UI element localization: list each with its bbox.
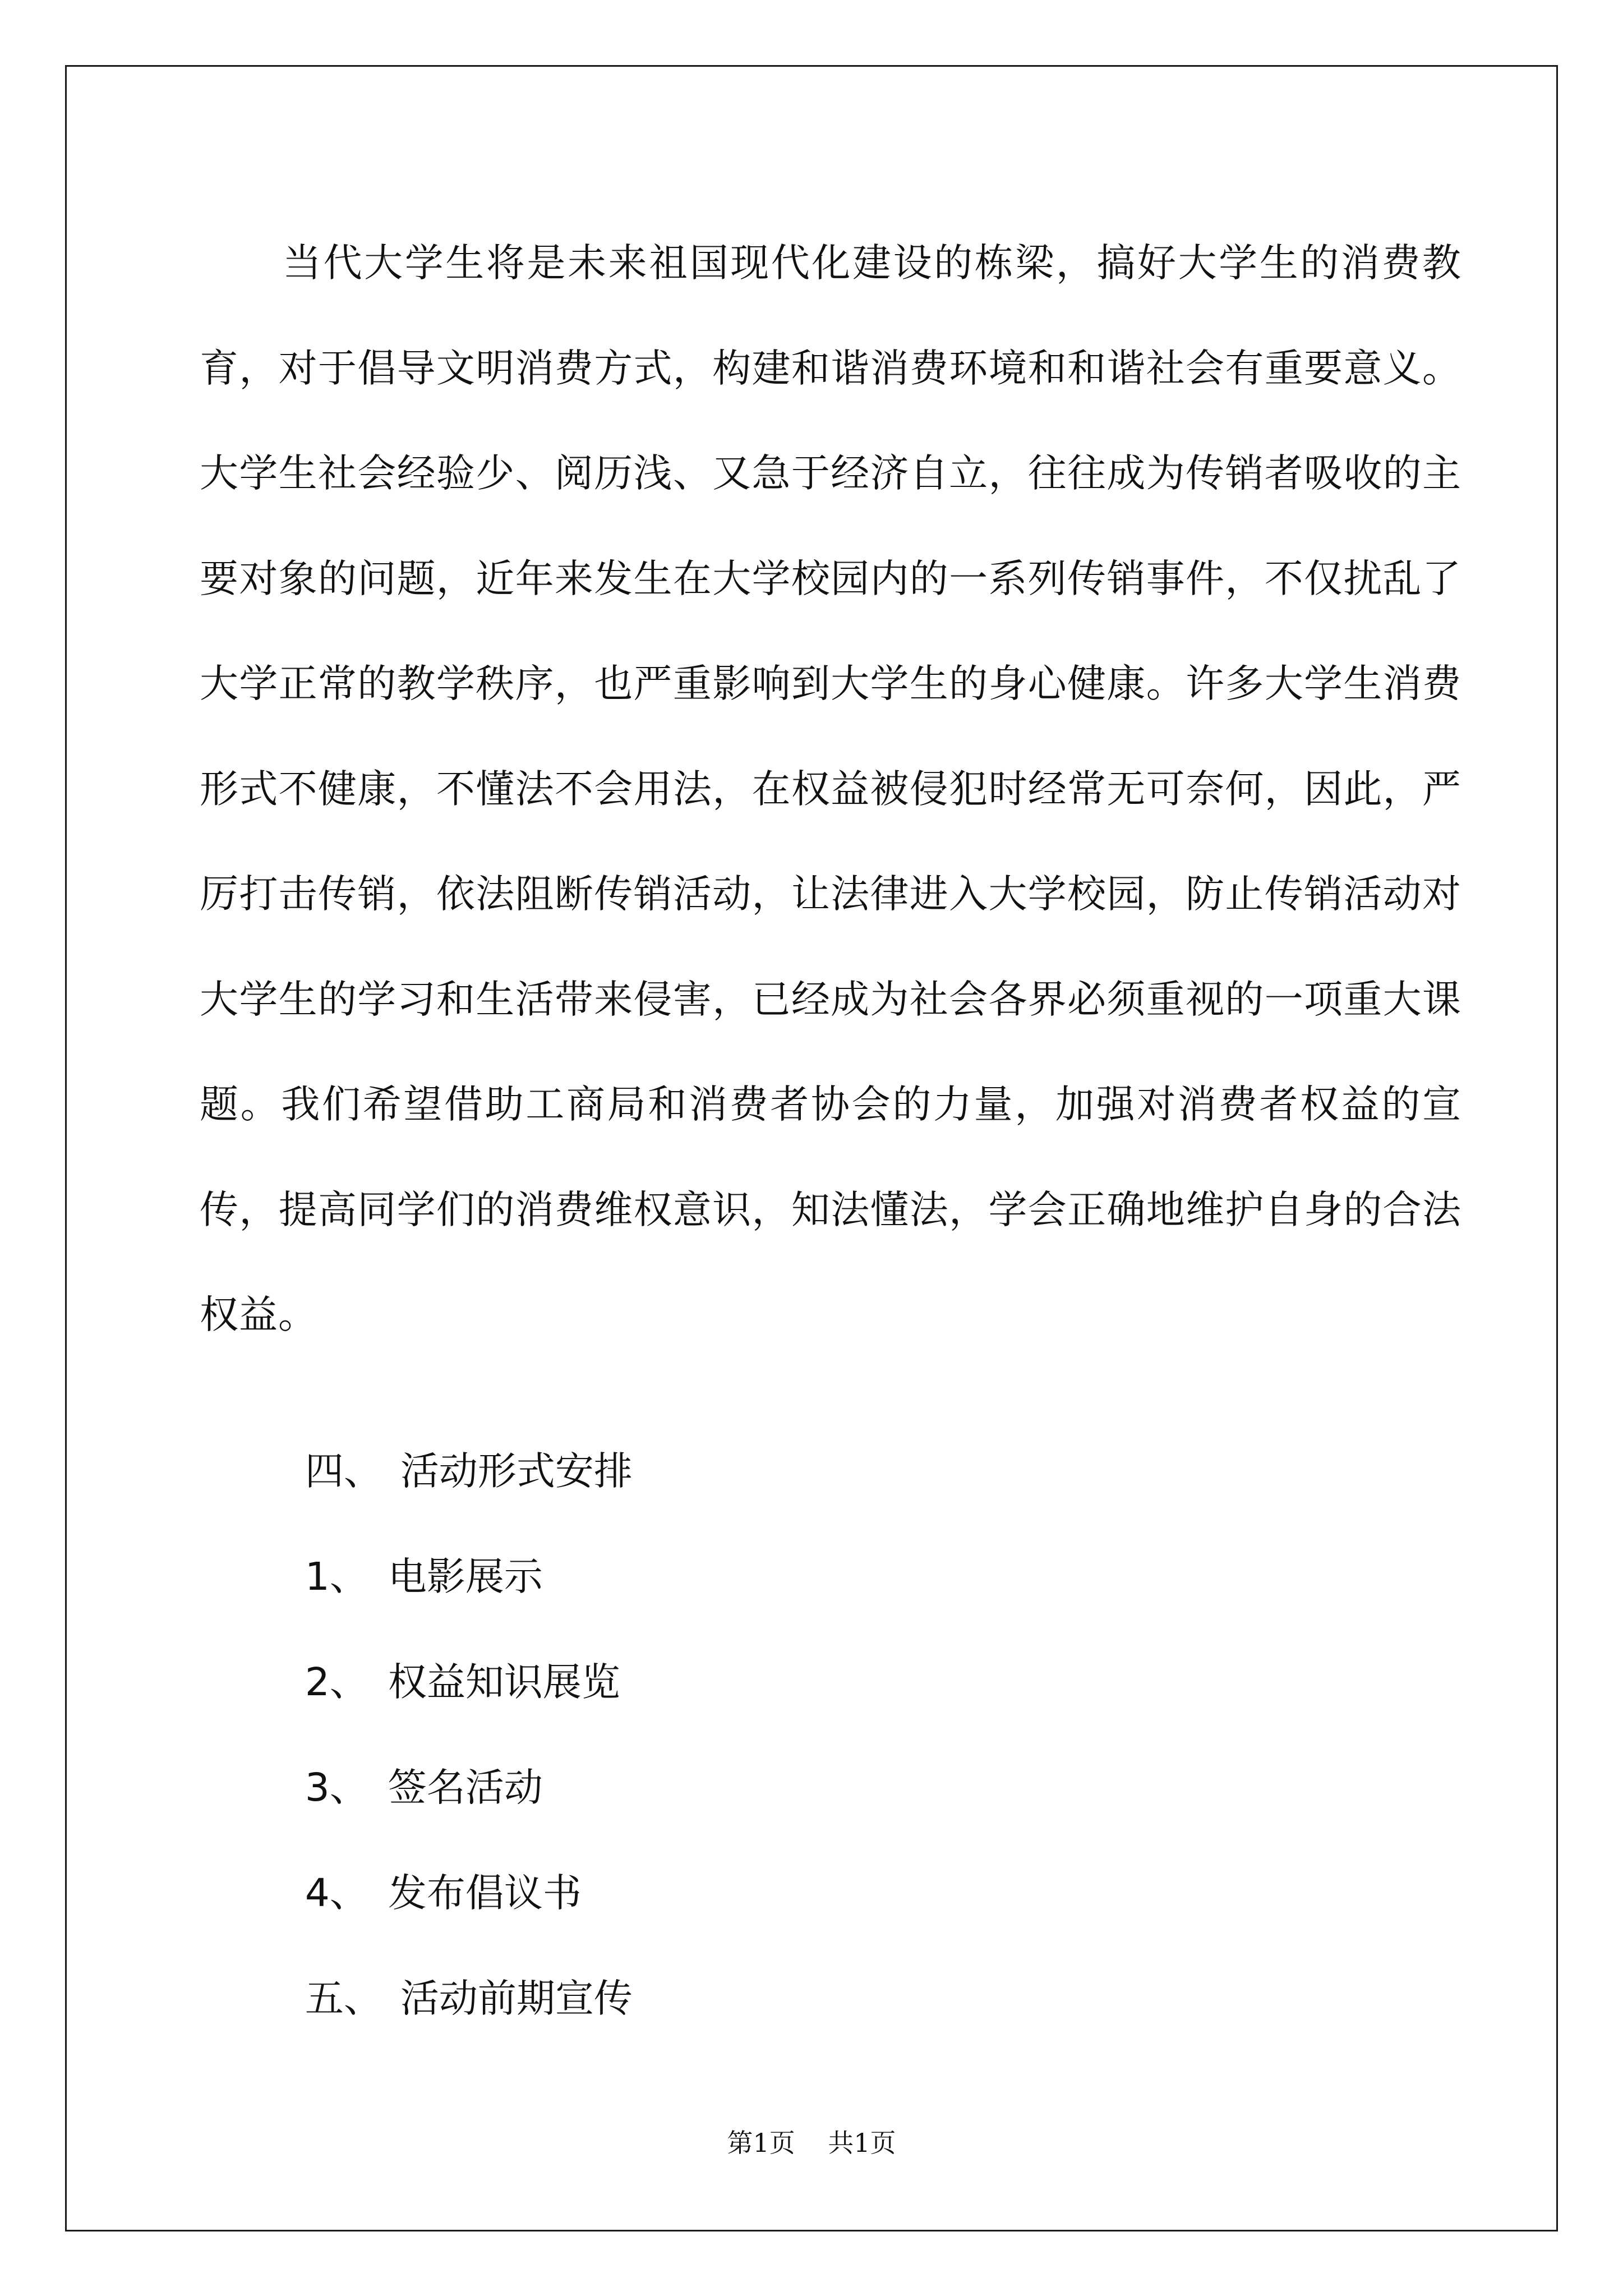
list-item-text: 电影展示 [388, 1554, 543, 1599]
section-title: 活动形式安排 [400, 1449, 633, 1494]
section-number: 四、 [305, 1449, 382, 1494]
list-item-text: 发布倡议书 [388, 1871, 582, 1916]
section-title: 活动前期宣传 [400, 1976, 633, 2021]
section-heading-5 [280, 1923, 633, 2024]
page-total: 共1页 [828, 2128, 896, 2158]
list-item-number: 4、 [305, 1871, 368, 1916]
list-item-text: 权益知识展览 [388, 1660, 620, 1705]
page-number: 第1页 [727, 2128, 795, 2158]
list-item-text: 签名活动 [388, 1765, 543, 1810]
list-item [280, 1607, 620, 1708]
list-item [280, 1501, 543, 1602]
list-item-number: 3、 [305, 1765, 368, 1810]
section-number: 五、 [305, 1976, 382, 2021]
page-footer [0, 2126, 1623, 2160]
section-heading-4 [280, 1396, 633, 1497]
list-item-number: 1、 [305, 1554, 368, 1599]
list-item [280, 1712, 543, 1813]
list-item-number: 2、 [305, 1660, 368, 1705]
list-item [280, 1818, 582, 1918]
body-paragraph: 当代大学生将是未来祖国现代化建设的栋梁，搞好大学生的消费教育，对于倡导文明消费方式，构建和谐消费环境和和谐社会有重要意义。大学生社会经验少、阅历浅、又急于经济自立，往往成为传销者吸收的主要对象的问题，近年来发生在大学校园内的一系列传销事件，不仅扰乱了大学正常的教学秩序，也严重影响到大学生的身心健康。许多大学生消费形式不健康，不懂法不会用法，在权益被侵犯时经常无可奈何，因此，严厉打击传销，依法阻断传销活动，让法律进入大学校园，防止传销活动对大学生的学习和生活带来侵害，已经成为社会各界必须重视的一项重大课题。我们希望借助工商局和消费者协会的力量，加强对消费者权益的宣传，提高同学们的消费维权意识，知法懂法，学会正确地维护自身的合法权益。 [200, 241, 1461, 1337]
